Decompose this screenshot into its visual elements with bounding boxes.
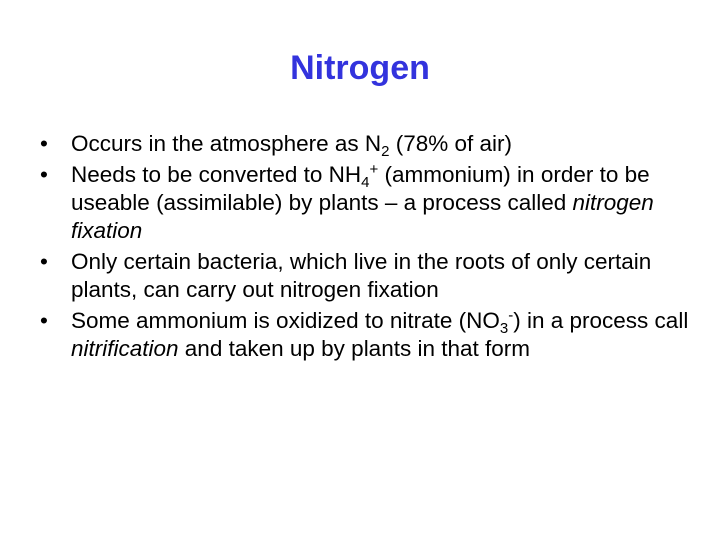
subscript: 3 xyxy=(499,320,509,337)
bullet-item xyxy=(40,161,700,245)
text-segment: Only certain bacteria, which live in the roots of only certain plants, can carry out nitrogen fixation xyxy=(71,249,652,302)
bullet-marker: • xyxy=(40,308,48,333)
text-segment: (78% of air) xyxy=(389,131,513,156)
bullet-text xyxy=(71,249,651,302)
text-segment: Needs to be converted to NH xyxy=(71,162,362,187)
bullet-item xyxy=(40,307,700,363)
slide-title: Nitrogen xyxy=(290,49,430,87)
bullet-text xyxy=(71,308,688,361)
text-segment: Occurs in the atmosphere as N xyxy=(71,131,382,156)
text-segment: (ammonium) in order to be useable (assimilable) by plants – a process called xyxy=(71,162,650,215)
text-segment: Some ammonium is oxidized to nitrate (NO xyxy=(71,308,500,333)
text-segment: ) in a process call xyxy=(513,308,689,333)
bullet-text xyxy=(71,131,513,160)
italic-term: nitrogen fixation xyxy=(71,190,654,243)
subscript: 4 xyxy=(361,174,370,191)
superscript: + xyxy=(369,161,379,178)
italic-term: nitrification xyxy=(71,336,179,361)
bullet-item xyxy=(40,248,700,304)
bullet-item xyxy=(40,130,700,158)
bullet-text xyxy=(71,162,654,243)
superscript: - xyxy=(508,307,514,324)
bullet-marker: • xyxy=(40,249,48,274)
subscript: 2 xyxy=(381,143,390,160)
text-segment: and taken up by plants in that form xyxy=(178,336,531,361)
bullet-list xyxy=(40,130,700,366)
bullet-marker: • xyxy=(40,162,48,187)
bullet-marker: • xyxy=(40,131,48,156)
